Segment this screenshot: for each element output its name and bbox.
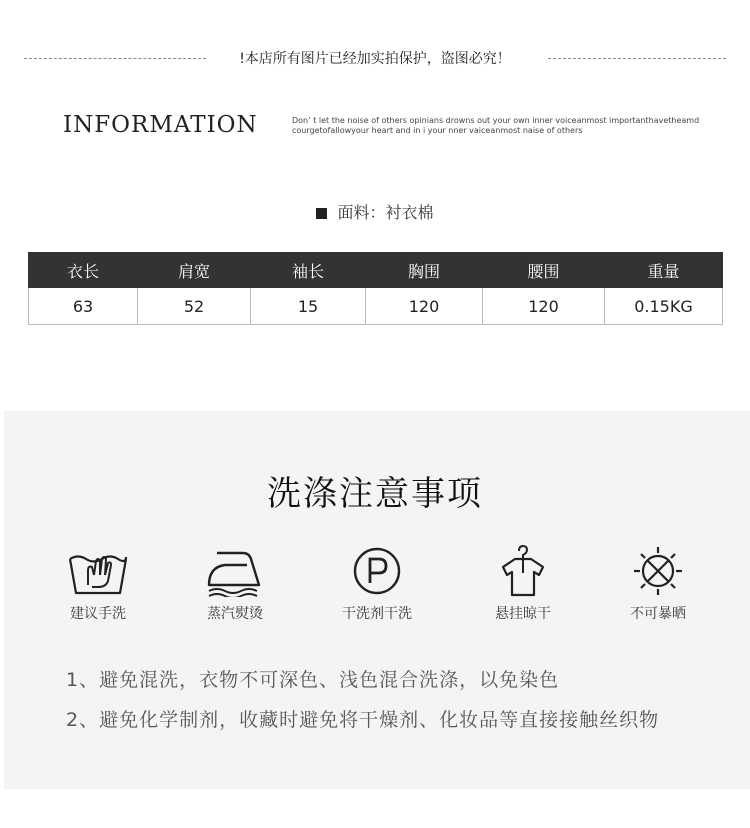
information-heading: INFORMATION bbox=[63, 112, 258, 138]
care-item-label: 悬挂晾干 bbox=[495, 606, 551, 622]
value-cell: 0.15KG bbox=[605, 288, 723, 325]
notice-text: !本店所有图片已经加实拍保护，盗图必究！ bbox=[239, 51, 511, 67]
header-cell: 腰围 bbox=[483, 253, 605, 288]
no-sun-icon bbox=[626, 545, 690, 597]
care-item-label: 建议手洗 bbox=[70, 606, 126, 622]
dashed-divider-right bbox=[548, 58, 726, 59]
header-cell: 肩宽 bbox=[138, 253, 251, 288]
care-title: 洗涤注意事项 bbox=[267, 474, 483, 514]
fabric-label bbox=[0, 200, 750, 223]
dry-clean-icon bbox=[345, 545, 409, 597]
size-table-header-row bbox=[29, 253, 723, 288]
care-item-dry-clean bbox=[322, 545, 432, 623]
value-cell: 120 bbox=[483, 288, 605, 325]
care-note-2: 2、避免化学制剂，收藏时避免将干燥剂、化妆品等直接接触丝织物 bbox=[66, 709, 660, 731]
hand-wash-icon bbox=[66, 545, 130, 597]
care-item-no-sun bbox=[603, 545, 713, 623]
size-table bbox=[28, 252, 723, 325]
information-description bbox=[292, 116, 712, 136]
care-item-hand-wash bbox=[43, 545, 153, 623]
care-note-1: 1、避免混洗，衣物不可深色、浅色混合洗涤，以免染色 bbox=[66, 669, 560, 691]
header-cell: 重量 bbox=[605, 253, 723, 288]
header-cell: 衣长 bbox=[29, 253, 138, 288]
value-cell: 52 bbox=[138, 288, 251, 325]
care-item-label: 不可暴晒 bbox=[630, 606, 686, 622]
steam-iron-icon bbox=[203, 545, 267, 597]
value-cell: 15 bbox=[251, 288, 366, 325]
care-item-label: 蒸汽熨烫 bbox=[207, 606, 263, 622]
description-line-1: Don’ t let the noise of others opinians drowns out your own inner voiceanmost importanthavetheamd bbox=[292, 116, 700, 125]
value-cell: 120 bbox=[366, 288, 483, 325]
care-item-label: 干洗剂干洗 bbox=[342, 606, 412, 622]
size-table-value-row bbox=[29, 288, 723, 325]
header-cell: 胸围 bbox=[366, 253, 483, 288]
header-cell: 袖长 bbox=[251, 253, 366, 288]
hang-dry-icon bbox=[491, 545, 555, 597]
description-line-2: courgetofallowyour heart and in i your nner vaiceanmost naise of others bbox=[292, 126, 583, 135]
copyright-notice bbox=[24, 46, 726, 70]
fabric-text: 面料：衬衣棉 bbox=[337, 203, 434, 222]
value-cell: 63 bbox=[29, 288, 138, 325]
care-item-steam-iron bbox=[180, 545, 290, 623]
care-item-hang-dry bbox=[468, 545, 578, 623]
square-bullet-icon bbox=[316, 208, 327, 219]
